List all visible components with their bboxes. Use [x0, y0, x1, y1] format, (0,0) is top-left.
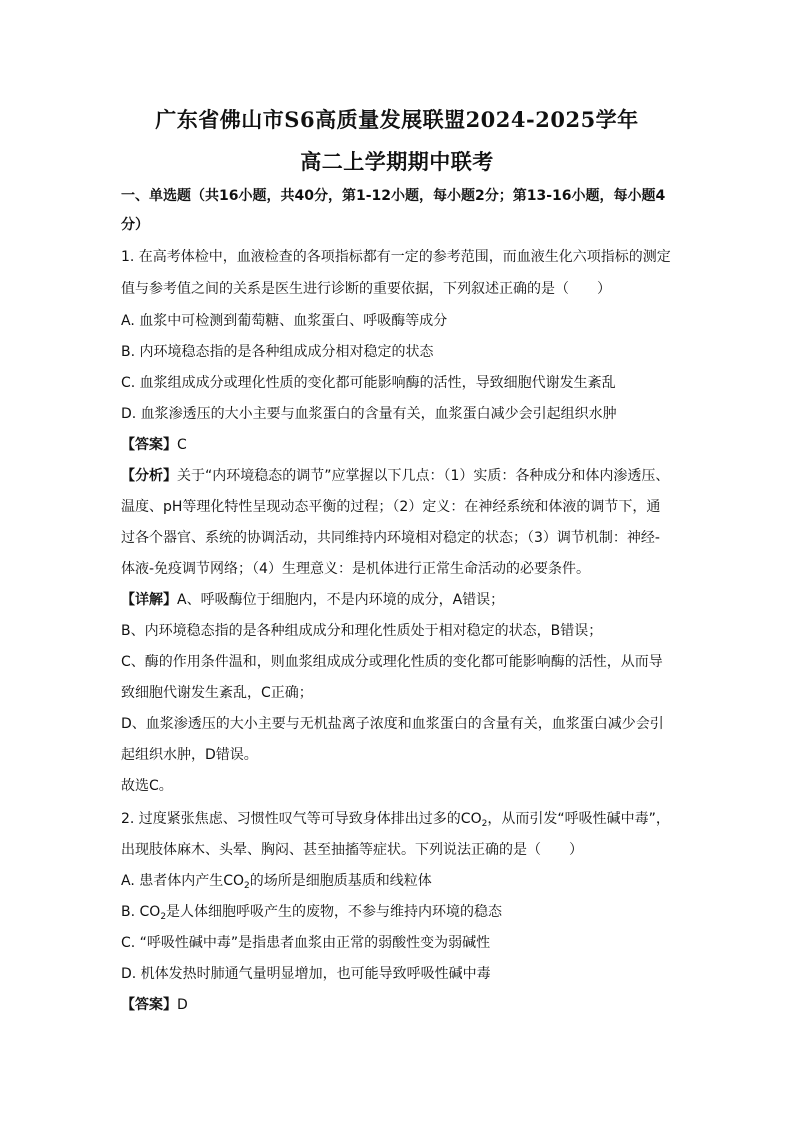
q2-option-a-part1: A. 患者体内产生CO [121, 873, 245, 889]
q1-answer [121, 435, 187, 455]
subscript: 2 [160, 912, 167, 922]
answer-tag: 【答案】 [121, 997, 177, 1013]
q1-analysis-line2: 温度、pH等理化特性呈现动态平衡的过程；（2）定义：在神经系统和体液的调节下，通 [121, 499, 661, 515]
q2-option-b [121, 902, 502, 922]
q1-option-d: D. 血浆渗透压的大小主要与血浆蛋白的含量有关，血浆蛋白减少会引起组织水肿 [121, 406, 617, 422]
answer-tag: 【答案】 [121, 437, 177, 453]
section-heading-cont: 分） [121, 217, 149, 233]
q1-conclusion: 故选C。 [121, 778, 173, 794]
detail-text: A、呼吸酶位于细胞内，不是内环境的成分，A错误； [177, 592, 505, 608]
q2-option-b-part1: B. CO [121, 904, 161, 920]
q1-detail [121, 590, 504, 610]
detail-tag: 【详解】 [121, 592, 177, 608]
q1-detail-line5: D、血浆渗透压的大小主要与无机盐离子浓度和血浆蛋白的含量有关，血浆蛋白减少会引 [121, 716, 664, 732]
q1-analysis [121, 466, 669, 486]
page-title-line2: 高二上学期期中联考 [300, 149, 494, 174]
q2-option-d: D. 机体发热时肺通气量明显增加，也可能导致呼吸性碱中毒 [121, 966, 491, 982]
q2-option-b-part2: 是人体细胞呼吸产生的废物，不参与维持内环境的稳态 [166, 904, 503, 920]
q1-detail-line2: B、内环境稳态指的是各种组成成分和理化性质处于相对稳定的状态，B错误； [121, 623, 603, 639]
q2-option-a-part2: 的场所是细胞质基质和线粒体 [249, 873, 432, 889]
q1-detail-line4: 致细胞代谢发生紊乱，C正确； [121, 685, 313, 701]
q2-answer [121, 995, 188, 1015]
q2-stem-part1: 2. 过度紧张焦虑、习惯性叹气等可导致身体排出过多的CO [121, 811, 482, 827]
subscript: 2 [244, 881, 250, 891]
answer-value: D [177, 997, 188, 1013]
q1-option-b: B. 内环境稳态指的是各种组成成分相对稳定的状态 [121, 344, 434, 360]
page-title-line1: 广东省佛山市S6高质量发展联盟2024-2025学年 [155, 107, 639, 132]
analysis-text: 关于“内环境稳态的调节”应掌握以下几点：（1）实质：各种成分和体内渗透压、 [177, 468, 670, 484]
q1-detail-line6: 起组织水肿，D错误。 [121, 747, 258, 763]
q1-analysis-line3: 过各个器官、系统的协调活动，共同维持内环境相对稳定的状态；（3）调节机制：神经- [121, 530, 660, 546]
q2-stem [121, 809, 670, 829]
q2-stem-part2: ，从而引发“呼吸性碱中毒”， [487, 811, 670, 827]
q2-stem-cont: 出现肢体麻木、头晕、胸闷、甚至抽搐等症状。下列说法正确的是（ ） [121, 842, 583, 858]
section-heading: 一、单选题（共16小题，共40分，第1-12小题，每小题2分；第13-16小题，每小题4 [121, 188, 666, 204]
q1-option-c: C. 血浆组成成分或理化性质的变化都可能影响酶的活性，导致细胞代谢发生紊乱 [121, 375, 616, 391]
q1-detail-line3: C、酶的作用条件温和，则血浆组成成分或理化性质的变化都可能影响酶的活性，从而导 [121, 654, 663, 670]
q2-option-c: C. “呼吸性碱中毒”是指患者血浆由正常的弱酸性变为弱碱性 [121, 935, 491, 951]
q1-stem: 1. 在高考体检中，血液检查的各项指标都有一定的参考范围，而血液生化六项指标的测定 [121, 249, 671, 265]
q1-stem-cont: 值与参考值之间的关系是医生进行诊断的重要依据，下列叙述正确的是（ ） [121, 281, 611, 297]
subscript: 2 [481, 819, 488, 829]
q2-option-a [121, 871, 432, 891]
q1-option-a: A. 血浆中可检测到葡萄糖、血浆蛋白、呼吸酶等成分 [121, 313, 448, 329]
q1-analysis-line4: 体液-免疫调节网络；（4）生理意义：是机体进行正常生命活动的必要条件。 [121, 561, 590, 577]
analysis-tag: 【分析】 [121, 468, 177, 484]
answer-value: C [177, 437, 187, 453]
